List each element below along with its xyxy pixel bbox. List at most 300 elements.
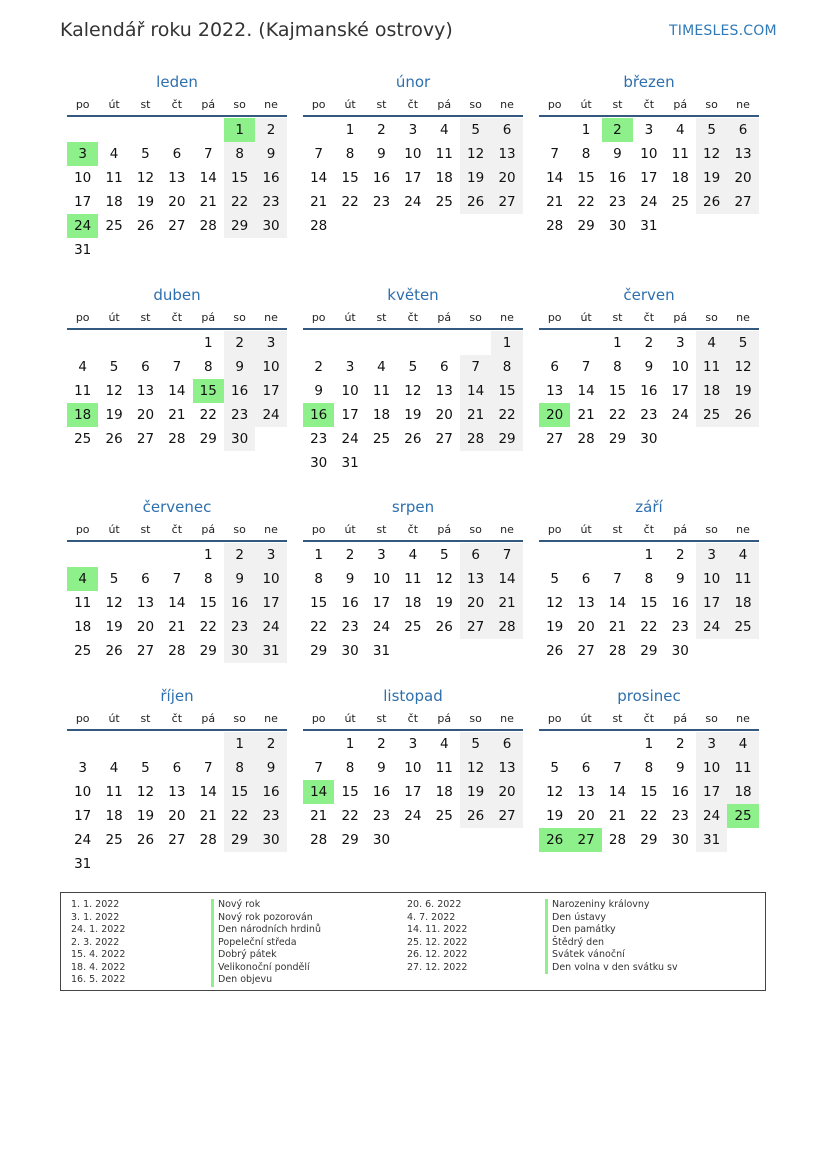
day-cell: 4 xyxy=(408,547,418,563)
day-cell: 28 xyxy=(168,643,186,659)
brand-link[interactable]: TIMESLES.COM xyxy=(669,23,777,39)
day-grid xyxy=(303,732,523,852)
day-cell: 20 xyxy=(168,808,186,824)
weekday-label: út xyxy=(344,98,356,111)
day-cell: 15 xyxy=(199,595,217,611)
day-cell: 29 xyxy=(341,832,359,848)
day-cell: 22 xyxy=(341,194,359,210)
day-cell: 15 xyxy=(640,784,658,800)
day-cell: 20 xyxy=(491,166,522,190)
day-cell: 7 xyxy=(314,760,323,776)
weekday-label: út xyxy=(580,712,592,725)
day-cell: 9 xyxy=(255,142,286,166)
day-cell: 26 xyxy=(546,643,564,659)
empty-cell xyxy=(161,543,192,567)
day-cell: 29 xyxy=(224,828,255,852)
weekday-label: čt xyxy=(407,98,419,111)
day-cell: 22 xyxy=(224,804,255,828)
day-cell: 30 xyxy=(255,828,286,852)
month-listopad xyxy=(303,685,523,852)
day-cell: 20 xyxy=(136,619,155,635)
day-cell: 27 xyxy=(577,643,595,659)
weekday-header xyxy=(303,709,523,731)
day-cell: 4 xyxy=(109,146,119,162)
weekday-label: po xyxy=(311,523,326,536)
day-cell: 20 xyxy=(435,407,453,423)
day-grid xyxy=(539,118,759,238)
day-cell: 27 xyxy=(136,431,155,447)
day-cell: 11 xyxy=(435,760,453,776)
day-cell: 21 xyxy=(199,808,217,824)
day-cell: 8 xyxy=(345,146,355,162)
day-cell: 9 xyxy=(644,359,654,375)
empty-cell xyxy=(429,331,460,355)
day-cell: 29 xyxy=(640,832,658,848)
weekday-label: po xyxy=(547,98,562,111)
day-cell: 31 xyxy=(640,218,658,234)
day-cell: 31 xyxy=(74,242,92,258)
day-cell: 12 xyxy=(460,142,491,166)
day-cell: 25 xyxy=(105,832,123,848)
day-cell: 8 xyxy=(314,571,323,587)
weekday-label: čt xyxy=(171,98,183,111)
empty-cell xyxy=(303,732,334,756)
day-cell: 13 xyxy=(136,383,155,399)
day-cell: 6 xyxy=(581,571,591,587)
weekday-label: po xyxy=(311,98,326,111)
weekday-label: so xyxy=(705,98,718,111)
day-cell: 25 xyxy=(105,218,123,234)
day-cell: 19 xyxy=(460,166,491,190)
day-cell: 19 xyxy=(105,619,123,635)
legend-holiday-name: Den památky xyxy=(545,924,678,937)
day-cell: 5 xyxy=(727,331,758,355)
day-cell: 23 xyxy=(255,190,286,214)
legend-holiday-name: Den národních hrdinů xyxy=(211,924,321,937)
day-cell: 22 xyxy=(608,407,627,423)
day-cell: 12 xyxy=(136,170,155,186)
day-cell: 18 xyxy=(404,595,422,611)
day-cell: 26 xyxy=(696,190,727,214)
day-cell: 26 xyxy=(460,190,491,214)
legend-holiday-name: Svátek vánoční xyxy=(545,949,678,962)
weekday-label: so xyxy=(705,523,718,536)
empty-cell xyxy=(193,118,224,142)
day-cell: 24 xyxy=(671,407,689,423)
day-cell: 11 xyxy=(696,355,727,379)
weekday-label: po xyxy=(75,311,90,324)
weekday-header xyxy=(303,95,523,117)
day-cell: 16 xyxy=(372,170,391,186)
weekday-header xyxy=(67,520,287,542)
day-cell: 11 xyxy=(671,146,689,162)
weekday-label: út xyxy=(344,712,356,725)
month-říjen xyxy=(67,685,287,876)
day-grid xyxy=(67,331,287,451)
day-cell: 3 xyxy=(255,331,286,355)
weekday-label: so xyxy=(233,311,246,324)
weekday-label: ne xyxy=(264,712,278,725)
day-cell: 19 xyxy=(435,595,453,611)
day-cell: 22 xyxy=(224,190,255,214)
day-cell: 26 xyxy=(727,403,758,427)
day-cell: 1 xyxy=(644,736,654,752)
day-cell: 3 xyxy=(377,547,386,563)
day-cell: 12 xyxy=(460,756,491,780)
month-name: červenec xyxy=(142,498,212,516)
day-cell: 28 xyxy=(199,832,217,848)
day-cell: 28 xyxy=(460,427,491,451)
day-cell: 16 xyxy=(255,780,286,804)
day-cell: 10 xyxy=(255,355,286,379)
empty-cell xyxy=(98,118,129,142)
weekday-label: út xyxy=(108,311,120,324)
legend-date: 15. 4. 2022 xyxy=(71,949,126,960)
day-cell: 5 xyxy=(141,760,150,776)
day-cell: 12 xyxy=(136,784,155,800)
day-cell: 9 xyxy=(377,146,386,162)
day-cell: 14 xyxy=(491,567,522,591)
empty-cell xyxy=(130,118,161,142)
day-cell: 6 xyxy=(460,543,491,567)
day-cell: 2 xyxy=(255,732,286,756)
holiday-day-cell: 25 xyxy=(727,804,758,828)
day-cell: 18 xyxy=(727,591,758,615)
empty-cell xyxy=(161,732,192,756)
day-cell: 21 xyxy=(577,407,595,423)
day-cell: 12 xyxy=(696,142,727,166)
day-cell: 19 xyxy=(136,808,155,824)
weekday-label: so xyxy=(233,712,246,725)
weekday-label: st xyxy=(140,311,151,324)
day-cell: 21 xyxy=(199,194,217,210)
day-cell: 11 xyxy=(372,383,391,399)
day-cell: 21 xyxy=(546,194,564,210)
day-cell: 19 xyxy=(546,808,564,824)
day-cell: 21 xyxy=(460,403,491,427)
day-cell: 30 xyxy=(341,643,359,659)
day-cell: 30 xyxy=(224,427,255,451)
day-cell: 23 xyxy=(341,619,359,635)
weekday-label: ne xyxy=(264,98,278,111)
weekday-label: st xyxy=(376,311,387,324)
empty-cell xyxy=(366,331,397,355)
day-cell: 2 xyxy=(224,331,255,355)
day-cell: 4 xyxy=(727,543,758,567)
day-cell: 9 xyxy=(613,146,622,162)
day-cell: 1 xyxy=(224,732,255,756)
day-cell: 8 xyxy=(491,355,522,379)
day-cell: 22 xyxy=(199,407,217,423)
day-cell: 19 xyxy=(136,194,155,210)
day-cell: 12 xyxy=(435,571,453,587)
day-cell: 14 xyxy=(168,595,186,611)
day-cell: 18 xyxy=(105,808,123,824)
day-cell: 5 xyxy=(696,118,727,142)
day-cell: 4 xyxy=(696,331,727,355)
weekday-label: st xyxy=(140,712,151,725)
weekday-label: út xyxy=(344,523,356,536)
day-cell: 10 xyxy=(671,359,689,375)
day-cell: 4 xyxy=(727,732,758,756)
day-cell: 15 xyxy=(224,166,255,190)
month-březen xyxy=(539,71,759,238)
weekday-label: st xyxy=(376,98,387,111)
weekday-label: pá xyxy=(673,712,688,725)
empty-cell xyxy=(334,331,365,355)
weekday-label: út xyxy=(580,523,592,536)
day-cell: 5 xyxy=(460,118,491,142)
day-cell: 26 xyxy=(136,832,155,848)
weekday-label: čt xyxy=(171,712,183,725)
weekday-label: čt xyxy=(643,712,655,725)
weekday-label: so xyxy=(469,712,482,725)
weekday-label: út xyxy=(108,523,120,536)
weekday-label: ne xyxy=(736,712,750,725)
day-cell: 6 xyxy=(727,118,758,142)
empty-cell xyxy=(193,732,224,756)
day-cell: 18 xyxy=(74,619,92,635)
month-name: září xyxy=(635,498,663,516)
weekday-header xyxy=(539,95,759,117)
legend-date: 16. 5. 2022 xyxy=(71,974,126,985)
weekday-label: čt xyxy=(407,712,419,725)
day-cell: 26 xyxy=(460,804,491,828)
day-cell: 2 xyxy=(224,543,255,567)
empty-cell xyxy=(67,331,98,355)
day-cell: 5 xyxy=(460,732,491,756)
empty-cell xyxy=(602,543,633,567)
day-cell: 13 xyxy=(577,595,595,611)
day-cell: 22 xyxy=(310,619,328,635)
month-duben xyxy=(67,284,287,451)
legend-holiday-name: Den volna v den svátku sv xyxy=(545,962,678,975)
day-cell: 2 xyxy=(377,736,386,752)
day-cell: 13 xyxy=(491,756,522,780)
day-cell: 13 xyxy=(460,567,491,591)
day-cell: 1 xyxy=(314,547,323,563)
weekday-label: so xyxy=(705,712,718,725)
weekday-label: so xyxy=(469,523,482,536)
day-cell: 25 xyxy=(671,194,689,210)
legend-holiday-name: Popeleční středa xyxy=(211,937,321,950)
day-cell: 7 xyxy=(613,571,622,587)
empty-cell xyxy=(67,118,98,142)
day-cell: 23 xyxy=(608,194,627,210)
day-cell: 8 xyxy=(581,146,591,162)
day-cell: 9 xyxy=(255,756,286,780)
day-cell: 7 xyxy=(460,355,491,379)
weekday-label: so xyxy=(233,523,246,536)
day-cell: 24 xyxy=(696,804,727,828)
weekday-label: ne xyxy=(500,311,514,324)
day-cell: 7 xyxy=(314,146,323,162)
month-name: červen xyxy=(623,286,675,304)
day-cell: 7 xyxy=(172,359,182,375)
day-cell: 25 xyxy=(435,194,453,210)
legend-holiday-name: Dobrý pátek xyxy=(211,949,321,962)
day-cell: 11 xyxy=(105,784,123,800)
day-cell: 12 xyxy=(727,355,758,379)
day-grid xyxy=(539,543,759,663)
day-cell: 5 xyxy=(109,571,119,587)
holiday-day-cell: 24 xyxy=(67,214,98,238)
day-cell: 10 xyxy=(696,756,727,780)
empty-cell xyxy=(67,543,98,567)
weekday-label: čt xyxy=(643,311,655,324)
empty-cell xyxy=(539,732,570,756)
day-cell: 25 xyxy=(435,808,453,824)
day-cell: 12 xyxy=(105,383,123,399)
day-cell: 17 xyxy=(74,808,92,824)
day-cell: 15 xyxy=(224,780,255,804)
weekday-label: so xyxy=(469,98,482,111)
day-cell: 24 xyxy=(640,194,658,210)
weekday-label: st xyxy=(140,98,151,111)
day-cell: 14 xyxy=(168,383,186,399)
holiday-day-cell: 20 xyxy=(539,403,570,427)
weekday-label: po xyxy=(547,311,562,324)
month-únor xyxy=(303,71,523,238)
day-cell: 28 xyxy=(608,643,627,659)
day-cell: 18 xyxy=(727,780,758,804)
weekday-label: čt xyxy=(407,523,419,536)
day-cell: 22 xyxy=(640,619,658,635)
day-cell: 8 xyxy=(613,359,622,375)
day-cell: 29 xyxy=(577,218,595,234)
weekday-label: čt xyxy=(171,523,183,536)
day-cell: 24 xyxy=(404,194,422,210)
day-cell: 26 xyxy=(435,619,453,635)
day-cell: 20 xyxy=(168,194,186,210)
day-cell: 17 xyxy=(696,591,727,615)
day-cell: 28 xyxy=(491,615,522,639)
month-prosinec xyxy=(539,685,759,852)
weekday-label: st xyxy=(140,523,151,536)
weekday-label: čt xyxy=(643,98,655,111)
holiday-day-cell: 1 xyxy=(224,118,255,142)
weekday-label: pá xyxy=(673,98,688,111)
weekday-header xyxy=(67,308,287,330)
day-cell: 1 xyxy=(644,547,654,563)
day-cell: 20 xyxy=(460,591,491,615)
day-cell: 16 xyxy=(671,595,689,611)
weekday-header xyxy=(303,308,523,330)
legend-holiday-name: Den objevu xyxy=(211,974,321,987)
day-cell: 23 xyxy=(255,804,286,828)
day-cell: 28 xyxy=(168,431,186,447)
day-cell: 29 xyxy=(199,643,217,659)
day-cell: 11 xyxy=(727,756,758,780)
day-cell: 6 xyxy=(172,146,182,162)
day-cell: 30 xyxy=(608,218,627,234)
month-name: leden xyxy=(156,73,198,91)
legend-date: 24. 1. 2022 xyxy=(71,924,126,935)
day-cell: 3 xyxy=(696,732,727,756)
day-cell: 9 xyxy=(224,567,255,591)
day-cell: 9 xyxy=(675,571,685,587)
legend-holiday-name: Nový rok xyxy=(211,899,321,912)
day-cell: 27 xyxy=(491,190,522,214)
legend-date: 26. 12. 2022 xyxy=(407,949,468,960)
page-title: Kalendář roku 2022. (Kajmanské ostrovy) xyxy=(60,19,453,41)
weekday-label: st xyxy=(376,523,387,536)
holiday-day-cell: 2 xyxy=(602,118,633,142)
day-cell: 17 xyxy=(341,407,359,423)
day-cell: 11 xyxy=(404,571,422,587)
day-cell: 29 xyxy=(310,643,328,659)
day-cell: 24 xyxy=(255,403,286,427)
month-name: únor xyxy=(395,73,431,91)
weekday-label: ne xyxy=(500,712,514,725)
day-cell: 12 xyxy=(546,595,564,611)
day-cell: 27 xyxy=(727,190,758,214)
weekday-header xyxy=(539,520,759,542)
empty-cell xyxy=(303,118,334,142)
day-cell: 3 xyxy=(408,122,418,138)
weekday-label: ne xyxy=(264,523,278,536)
day-cell: 10 xyxy=(372,571,391,587)
empty-cell xyxy=(539,543,570,567)
legend-date: 3. 1. 2022 xyxy=(71,911,120,923)
day-cell: 30 xyxy=(372,832,391,848)
day-cell: 17 xyxy=(255,591,286,615)
weekday-header xyxy=(303,520,523,542)
day-cell: 14 xyxy=(546,170,564,186)
day-cell: 22 xyxy=(577,194,595,210)
empty-cell xyxy=(303,331,334,355)
holiday-day-cell: 4 xyxy=(67,567,98,591)
day-cell: 3 xyxy=(345,359,355,375)
day-cell: 16 xyxy=(372,784,391,800)
day-cell: 21 xyxy=(168,619,186,635)
day-cell: 10 xyxy=(341,383,359,399)
weekday-label: so xyxy=(469,311,482,324)
day-cell: 20 xyxy=(491,780,522,804)
day-cell: 25 xyxy=(727,615,758,639)
day-cell: 5 xyxy=(109,359,119,375)
legend-names-right xyxy=(545,899,678,974)
day-cell: 19 xyxy=(460,780,491,804)
legend-holiday-name: Nový rok pozorován xyxy=(211,912,321,925)
weekday-label: pá xyxy=(201,98,216,111)
day-cell: 4 xyxy=(109,760,119,776)
day-cell: 15 xyxy=(310,595,328,611)
day-cell: 6 xyxy=(491,118,522,142)
day-cell: 13 xyxy=(727,142,758,166)
day-cell: 6 xyxy=(439,359,449,375)
month-květen xyxy=(303,284,523,475)
weekday-label: čt xyxy=(643,523,655,536)
day-cell: 14 xyxy=(199,784,217,800)
legend-dates-left xyxy=(71,899,125,987)
day-cell: 20 xyxy=(727,166,758,190)
day-cell: 7 xyxy=(581,359,591,375)
day-cell: 17 xyxy=(404,784,422,800)
day-cell: 13 xyxy=(168,170,186,186)
legend-date: 25. 12. 2022 xyxy=(407,936,468,948)
weekday-label: po xyxy=(75,523,90,536)
holiday-day-cell: 27 xyxy=(570,828,601,852)
weekday-label: po xyxy=(547,712,562,725)
month-srpen xyxy=(303,496,523,663)
month-září xyxy=(539,496,759,663)
day-cell: 14 xyxy=(310,170,328,186)
day-cell: 27 xyxy=(491,804,522,828)
day-cell: 17 xyxy=(671,383,689,399)
weekday-label: út xyxy=(108,98,120,111)
day-cell: 14 xyxy=(577,383,595,399)
